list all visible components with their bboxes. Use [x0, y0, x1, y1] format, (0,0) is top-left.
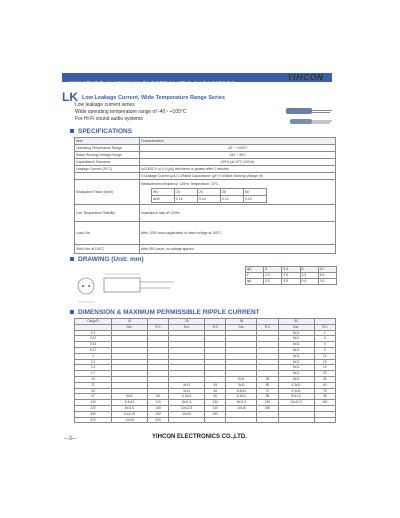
- table-cell: 75: [314, 388, 335, 394]
- table-cell: 25: [314, 371, 335, 377]
- table-row: Low Temperature Stability Impedance ratio at 120Hz: [75, 205, 336, 222]
- table-cell: 50: [278, 319, 314, 325]
- specifications-table: [74, 137, 336, 254]
- table-cell: 45: [205, 382, 226, 388]
- table-cell: 50: [257, 382, 278, 388]
- table-cell: R.C: [147, 324, 168, 330]
- table-cell: 180: [147, 405, 168, 411]
- table-cell: 5x11: [278, 330, 314, 336]
- table-cell: 10x16: [226, 405, 257, 411]
- section-bullet-icon: [70, 129, 74, 133]
- table-cell: 210: [205, 405, 226, 411]
- table-cell: 2.2: [75, 359, 112, 365]
- series-name: Low Leakage Current, Wide Temperature Range Series: [82, 95, 225, 101]
- table-cell: DxL: [278, 324, 314, 330]
- feature-item: For Hi-Fi sound audio systems: [75, 116, 143, 122]
- feature-item: Low leakage current series: [75, 102, 135, 108]
- spec-header-item: Item: [75, 138, 140, 145]
- table-cell: 140: [257, 400, 278, 406]
- table-row: Load Life After 1000 hours application of rated voltage at 105°C: [75, 222, 336, 245]
- table-cell: 250: [147, 411, 168, 417]
- table-cell: 47: [75, 394, 112, 400]
- table-cell: R.C: [205, 324, 226, 330]
- table-cell: 60: [205, 388, 226, 394]
- table-cell: [226, 417, 257, 423]
- table-cell: 20: [314, 365, 335, 371]
- table-cell: 5x11: [226, 382, 257, 388]
- table-cell: DxL: [226, 324, 257, 330]
- table-cell: 85: [257, 394, 278, 400]
- table-cell: 1: [314, 330, 335, 336]
- table-cell: 160: [314, 400, 335, 406]
- table-cell: 5x11: [169, 388, 205, 394]
- table-cell: 10x12.5: [278, 400, 314, 406]
- table-cell: 5x11: [278, 365, 314, 371]
- table-cell: [278, 417, 314, 423]
- drawing-heading: DRAWING (Unit: mm): [70, 256, 144, 263]
- table-row: F 2.0 2.5 3.5 5.0: [246, 273, 337, 279]
- table-cell: 5x11: [169, 382, 205, 388]
- table-cell: 130: [205, 400, 226, 406]
- table-cell: 16: [112, 319, 148, 325]
- table-cell: 10: [314, 353, 335, 359]
- table-cell: 22: [75, 382, 112, 388]
- table-cell: 0.47: [75, 347, 112, 353]
- table-row: [75, 417, 336, 423]
- table-cell: 5x11: [278, 336, 314, 342]
- table-cell: 5x11: [278, 342, 314, 348]
- specifications-heading: SPECIFICATIONS: [70, 128, 132, 135]
- table-cell: [169, 417, 205, 423]
- table-row: Operating Temperature Range -40 ~ +105°C: [75, 145, 336, 152]
- table-cell: 10x16: [112, 417, 148, 423]
- table-cell: R.C: [257, 324, 278, 330]
- table-row: I=Leakage Current (µA) C=Rated Capacitance (µF) V=Rated Working Voltage (V): [75, 173, 336, 180]
- table-cell: 5x11: [278, 347, 314, 353]
- df-caption: Measurement frequency: 120Hz Temperature: 20°C: [141, 182, 219, 186]
- brand-logo: YIHCON: [287, 72, 324, 82]
- table-cell: 33: [75, 388, 112, 394]
- table-cell: 5: [314, 347, 335, 353]
- table-cell: 5x11: [226, 376, 257, 382]
- table-cell: 15: [314, 359, 335, 365]
- dimension-heading: DIMENSION & MAXIMUM PERMISSIBLE RIPPLE CURRENT: [70, 309, 260, 316]
- table-cell: 330: [75, 411, 112, 417]
- capacitor-image: [280, 104, 336, 130]
- table-cell: 6.3x11: [226, 394, 257, 400]
- section-bullet-icon: [70, 257, 74, 261]
- table-cell: 35: [226, 319, 257, 325]
- table-row: Leakage Current (20°C) I≤0.002CV or 0.4 (µA) whichever is greater after 2 minutes: [75, 166, 336, 173]
- table-cell: 8x11.5: [226, 400, 257, 406]
- ripple-current-table: [74, 318, 336, 423]
- table-row: Shelf Life at 105°C After 500 hours, no voltage applied: [75, 245, 336, 254]
- table-row: Dissipation Factor (tanδ) Measurement frequency: 120Hz Temperature: 20°C WV 16 25 35 50 tanδ 0.16 0.14 0.12 0.10: [75, 180, 336, 205]
- table-row: Rated Working Voltage Range 16V ~ 50V: [75, 152, 336, 159]
- table-row: [75, 138, 336, 145]
- series-code: LK: [62, 90, 78, 104]
- table-cell: 80: [205, 394, 226, 400]
- table-cell: 6.3x11: [169, 394, 205, 400]
- footer-company: YIHCON ELECTRONICS CO.,LTD.: [152, 434, 247, 440]
- table-cell: 3: [314, 336, 335, 342]
- table-cell: Cap(µF): [75, 319, 112, 325]
- table-cell: 6.3x11: [278, 388, 314, 394]
- table-cell: 65: [147, 394, 168, 400]
- table-cell: DxL: [169, 324, 205, 330]
- table-cell: 100: [75, 400, 112, 406]
- table-cell: 10x12.5: [112, 411, 148, 417]
- table-cell: 25: [169, 319, 205, 325]
- table-cell: 4.7: [75, 371, 112, 377]
- table-cell: [257, 417, 278, 423]
- table-cell: 95: [314, 394, 335, 400]
- table-cell: 250: [257, 405, 278, 411]
- section-bullet-icon: [70, 310, 74, 314]
- table-cell: 8x11.5: [169, 400, 205, 406]
- table-cell: 10x12.5: [169, 405, 205, 411]
- table-cell: 220: [75, 405, 112, 411]
- table-cell: 5x11: [278, 353, 314, 359]
- table-row: φD 5 6.3 8 10: [246, 267, 337, 273]
- table-cell: 0.1: [75, 330, 112, 336]
- page-number: —3—: [64, 436, 77, 442]
- table-cell: 5x11: [278, 376, 314, 382]
- table-cell: 70: [257, 388, 278, 394]
- table-cell: 35: [314, 376, 335, 382]
- table-cell: 320: [147, 417, 168, 423]
- spec-header-characteristics: Characteristics: [140, 138, 336, 145]
- table-cell: 4: [314, 342, 335, 348]
- table-cell: 5x11: [112, 394, 148, 400]
- table-cell: 6.3x11: [112, 400, 148, 406]
- table-cell: 10: [75, 376, 112, 382]
- table-cell: 8x11.5: [112, 405, 148, 411]
- header-band-text: MINIATURE ALUMINUM ELECTROLYTIC CAPACITORS: [68, 82, 236, 88]
- table-cell: 60: [314, 382, 335, 388]
- table-cell: 5x11: [278, 371, 314, 377]
- table-cell: 35: [257, 376, 278, 382]
- table-cell: [205, 417, 226, 423]
- table-cell: R.C: [314, 324, 335, 330]
- df-subtable: WV 16 25 35 50 tanδ 0.16 0.14 0.12 0.10: [151, 188, 267, 203]
- dimension-table: [245, 266, 337, 285]
- table-cell: DxL: [112, 324, 148, 330]
- table-cell: 470: [75, 417, 112, 423]
- table-row: φd 0.5 0.5 0.6 0.6: [246, 279, 337, 285]
- table-cell: 6.3x11: [226, 388, 257, 394]
- table-cell: 1: [75, 353, 112, 359]
- table-cell: 6.3x11: [278, 382, 314, 388]
- table-row: Capacitance Tolerance ±20% (at 20°C,120Hz): [75, 159, 336, 166]
- table-cell: 0.22: [75, 336, 112, 342]
- feature-item: Wide operating temperature range of -40~ +105°C: [75, 109, 187, 115]
- table-cell: [314, 417, 335, 423]
- table-cell: 5x11: [278, 359, 314, 365]
- table-cell: 290: [205, 411, 226, 417]
- table-cell: 110: [147, 400, 168, 406]
- table-cell: 10x16: [169, 411, 205, 417]
- table-cell: 3.3: [75, 365, 112, 371]
- table-cell: 8x11.5: [278, 394, 314, 400]
- table-cell: 0.33: [75, 342, 112, 348]
